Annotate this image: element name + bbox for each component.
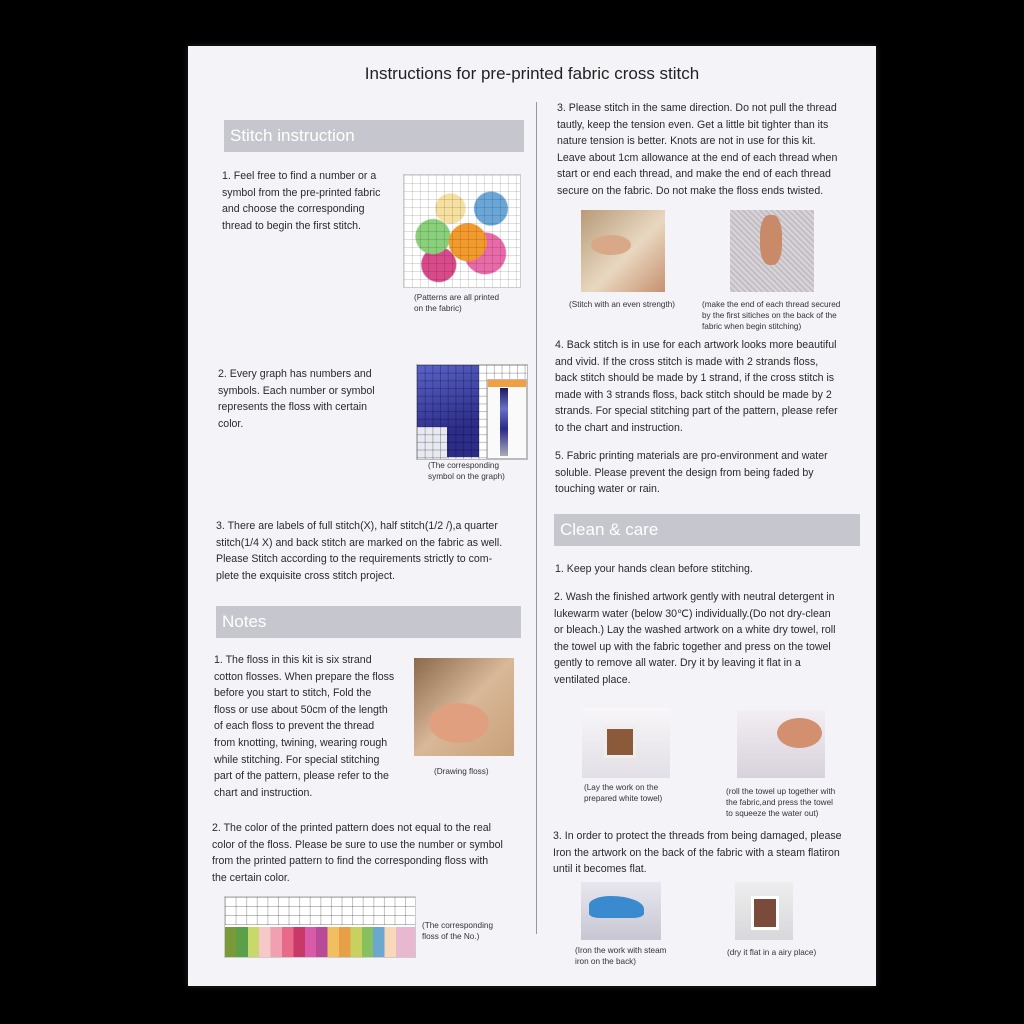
text-line: until it becomes flat.	[553, 863, 647, 876]
text-line: start or end each thread, and make the end of each thread	[557, 168, 831, 181]
dry-flat-photo	[735, 882, 793, 940]
text-line: 4. Back stitch is in use for each artwork looks more beautiful	[555, 339, 837, 351]
instruction-sheet	[188, 46, 876, 986]
text-line: and choose the corresponding	[222, 203, 365, 216]
text-line: by the first sitiches on the back of the	[702, 311, 837, 320]
text-line: part of the pattern, please refer to the	[214, 770, 389, 783]
symbol-graph-image	[416, 364, 528, 460]
drawing-floss-photo	[414, 658, 514, 756]
stitch-paragraph-right-3	[557, 100, 837, 200]
text-line: prepared white towel)	[584, 794, 663, 803]
text-line: soluble. Please prevent the design from being faded by	[555, 466, 814, 479]
text-line: before you start to stitch, Fold the	[214, 687, 372, 700]
text-line: 1. Keep your hands clean before stitching.	[555, 563, 753, 575]
text-line: back stitch should be made by 1 strand, if the cross stitch is	[555, 372, 835, 385]
text-line: fabric when begin stitching)	[702, 322, 802, 331]
stitch-paragraph-1	[222, 168, 380, 234]
notes-paragraph-2	[212, 820, 503, 886]
section-heading-clean-care: Clean & care	[554, 514, 860, 546]
text-line: of each floss to prevent the thread	[214, 720, 375, 733]
text-line: thread to begin the first stitch.	[222, 219, 361, 232]
text-line: (Patterns are all printed	[414, 293, 500, 302]
text-line: 2. The color of the printed pattern does not equal to the real	[212, 822, 491, 834]
text-line: 2. Every graph has numbers and	[218, 368, 372, 380]
text-line: Please Stitch according to the requirements strictly to com-	[216, 553, 493, 566]
text-line: (make the end of each thread secured	[702, 300, 841, 309]
text-line: (The corresponding	[422, 921, 493, 930]
text-line: or bleach.) Lay the washed artwork on a white dry towel, roll	[554, 624, 836, 637]
steam-iron-photo	[581, 882, 661, 940]
text-line: plete the exquisite cross stitch project.	[216, 569, 396, 582]
caption-patterns	[414, 292, 499, 314]
text-line: ventilated place.	[554, 673, 631, 686]
text-line: cotton flosses. When prepare the floss	[214, 670, 395, 683]
notes-paragraph-1	[214, 652, 394, 801]
text-line: 2. Wash the finished artwork gently with neutral detergent in	[554, 591, 835, 603]
text-line: the fabric,and press the towel	[726, 798, 833, 807]
care-paragraph-1	[555, 561, 753, 578]
text-line: iron on the back)	[575, 957, 636, 966]
text-line: 3. Please stitch in the same direction. Do not pull the thread	[557, 102, 837, 114]
text-line: while stitching. For special stitching	[214, 753, 380, 766]
text-line: 3. In order to protect the threads from being damaged, please	[553, 830, 842, 842]
caption-even-strength	[569, 299, 675, 310]
caption-floss-number	[422, 920, 493, 942]
text-line: (roll the towel up together with	[726, 787, 836, 796]
text-line: touching water or rain.	[555, 483, 660, 496]
pattern-thumbnail-image	[403, 174, 521, 288]
text-line: symbols. Each number or symbol	[218, 384, 375, 397]
text-line: floss or use about 50cm of the length	[214, 703, 388, 716]
caption-thread-end	[702, 299, 840, 332]
text-line: the certain color.	[212, 871, 290, 884]
text-line: and vivid. If the cross stitch is made with 2 strands floss,	[555, 355, 819, 368]
caption-drawing-floss	[434, 766, 489, 777]
text-line: (Stitch with an even strength)	[569, 300, 676, 309]
text-line: color of the floss. Please be sure to use the number or symbol	[212, 838, 503, 851]
text-line: tautly, keep the tension even. Get a little bit tighter than its	[557, 118, 829, 131]
stitch-paragraph-3	[216, 518, 502, 584]
text-line: represents the floss with certain	[218, 401, 367, 414]
text-line: from knotting, twining, wearing rough	[214, 736, 388, 749]
thread-end-secured-photo	[730, 210, 814, 292]
caption-roll-towel	[726, 786, 835, 819]
text-line: 5. Fabric printing materials are pro-environment and water	[555, 450, 828, 462]
text-line: lukewarm water (below 30℃) individually.(Do not dry-clean	[554, 607, 831, 620]
text-line: on the fabric)	[414, 304, 462, 313]
text-line: nature tension is better. Knots are not in use for this kit.	[557, 135, 816, 148]
text-line: (Iron the work with steam	[575, 946, 667, 955]
text-line: (dry it flat in a airy place)	[727, 948, 817, 957]
text-line: floss of the No.)	[422, 932, 480, 941]
text-line: stitch(1/4 X) and back stitch are marked on the fabric as well.	[216, 536, 503, 549]
text-line: gently to remove all water. Dry it by leaving it flat in a	[554, 657, 801, 670]
care-paragraph-3	[553, 828, 842, 878]
stitch-paragraph-2	[218, 366, 375, 432]
care-paragraph-2	[554, 589, 835, 689]
lay-on-towel-photo	[582, 708, 670, 778]
text-line: (Lay the work on the	[584, 783, 659, 792]
caption-dry-flat	[727, 947, 816, 958]
text-line: (The corresponding	[428, 461, 499, 470]
text-line: Leave about 1cm allowance at the end of each thread when	[557, 151, 838, 164]
floss-color-chart-image	[224, 896, 416, 958]
text-line: 3. There are labels of full stitch(X), half stitch(1/2 /),a quarter	[216, 520, 498, 532]
section-heading-stitch: Stitch instruction	[224, 120, 524, 152]
stitch-paragraph-right-4	[555, 337, 838, 437]
text-line: symbol from the pre-printed fabric	[222, 186, 381, 199]
text-line: chart and instruction.	[214, 786, 313, 799]
text-line: the towel up with the fabric together and press on the towel	[554, 640, 831, 653]
stitch-paragraph-right-5	[555, 448, 828, 498]
caption-lay-towel	[584, 782, 662, 804]
text-line: 1. Feel free to find a number or a	[222, 170, 377, 182]
text-line: made with 3 strands floss, back stitch should be made by 2	[555, 388, 832, 401]
text-line: 1. The floss in this kit is six strand	[214, 654, 372, 666]
text-line: secure on the fabric. Do not make the floss ends twisted.	[557, 184, 824, 197]
text-line: (Drawing floss)	[434, 767, 489, 776]
caption-steam-iron	[575, 945, 666, 967]
section-heading-notes: Notes	[216, 606, 521, 638]
column-divider	[536, 102, 537, 934]
text-line: color.	[218, 417, 244, 430]
text-line: from the printed pattern to find the corresponding floss with	[212, 855, 489, 868]
text-line: to squeeze the water out)	[726, 809, 819, 818]
text-line: symbol on the graph)	[428, 472, 505, 481]
text-line: strands. For special stitching part of the pattern, please refer	[555, 405, 838, 418]
roll-towel-photo	[737, 710, 825, 778]
caption-symbol	[428, 460, 505, 482]
stitch-even-strength-photo	[581, 210, 665, 292]
page-title: Instructions for pre-printed fabric cross stitch	[364, 64, 700, 83]
text-line: Iron the artwork on the back of the fabric with a steam flatiron	[553, 846, 840, 859]
text-line: to the chart and instruction.	[555, 421, 683, 434]
